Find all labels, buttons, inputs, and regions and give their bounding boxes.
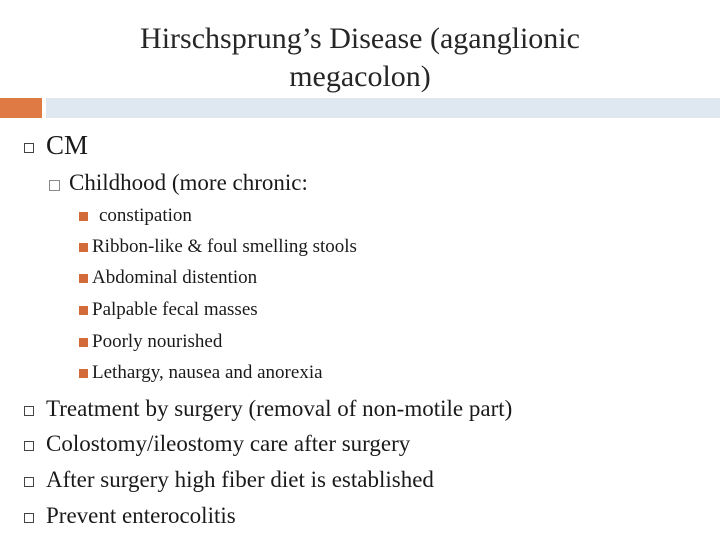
childhood-label: Childhood (more chronic: [69, 170, 308, 195]
bullet-box-icon [24, 143, 34, 153]
title-rule-accent [0, 98, 42, 118]
square-bullet-icon [79, 306, 88, 315]
slide-title [60, 20, 660, 96]
bullet-box-icon [24, 513, 34, 523]
title-line-2: megacolon) [289, 60, 431, 93]
bullet-box-icon [49, 180, 60, 191]
list-item: After surgery high fiber diet is established [46, 467, 434, 492]
title-rule-bar [46, 98, 720, 118]
bullet-box-icon [24, 406, 34, 416]
bullet-box-icon [24, 441, 34, 451]
list-item: constipation [99, 205, 192, 226]
list-item: Lethargy, nausea and anorexia [92, 362, 323, 383]
title-line-1: Hirschsprung’s Disease (aganglionic [140, 22, 580, 55]
square-bullet-icon [79, 212, 88, 221]
square-bullet-icon [79, 274, 88, 283]
list-item: Poorly nourished [92, 331, 223, 352]
list-item: Palpable fecal masses [92, 299, 258, 320]
square-bullet-icon [79, 243, 88, 252]
list-item: Ribbon-like & foul smelling stools [92, 236, 357, 257]
square-bullet-icon [79, 369, 88, 378]
list-item: Prevent enterocolitis [46, 503, 236, 528]
list-item: Treatment by surgery (removal of non-motile part) [46, 396, 513, 421]
list-item: Abdominal distention [92, 267, 258, 288]
square-bullet-icon [79, 338, 88, 347]
bullet-box-icon [24, 477, 34, 487]
list-item: Colostomy/ileostomy care after surgery [46, 431, 411, 456]
cm-heading: CM [46, 130, 89, 160]
